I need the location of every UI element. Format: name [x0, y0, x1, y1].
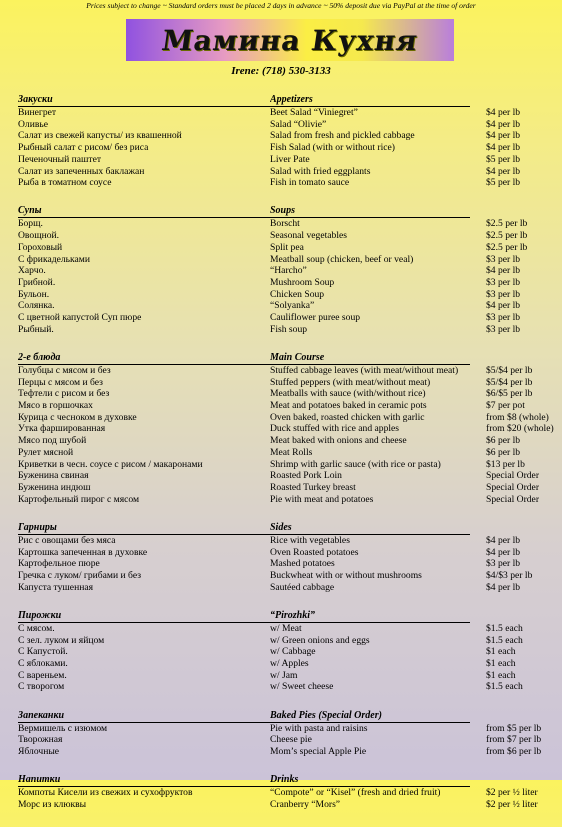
item-name-ru: Грибной.	[18, 276, 56, 288]
item-price: Special Order	[486, 470, 540, 482]
item-name-ru: Рыба в томатном соусе	[18, 177, 112, 189]
item-price: $3 per lb	[486, 558, 521, 570]
item-name-ru: Оливье	[18, 118, 49, 130]
item-name-ru: Перцы с мясом и без	[18, 376, 103, 388]
item-price: $2.5 per lb	[486, 230, 528, 242]
item-price: $5 per lb	[486, 153, 521, 165]
item-name-en: “Solyanka”	[270, 300, 315, 312]
item-name-ru: Картофельный пирог с мясом	[18, 493, 140, 505]
item-name-en: w/ Sweet cheese	[270, 681, 334, 693]
menu-item	[18, 365, 558, 377]
item-name-ru: Гречка с луком/ грибами и без	[18, 570, 141, 581]
item-price: $2 per ½ liter	[486, 798, 538, 810]
item-name-en: Salad with fried eggplants	[270, 165, 371, 177]
section-header	[18, 710, 558, 722]
item-price: $4 per lb	[486, 107, 521, 118]
section-header	[18, 352, 558, 364]
item-name-en: Fish soup	[270, 323, 308, 335]
item-name-en: Split pea	[270, 241, 304, 253]
item-name-en: Stuffed cabbage leaves (with meat/without meat)	[270, 364, 459, 376]
menu-item	[18, 166, 558, 178]
item-name-ru: Бульон.	[18, 288, 50, 300]
section-title-ru: 2-е блюда	[18, 351, 61, 363]
item-name-en: Fish Salad (with or without rice)	[270, 142, 395, 154]
item-name-ru: Утка фаршированная	[18, 423, 106, 435]
item-price: $1 each	[486, 646, 516, 658]
item-price: $3 per lb	[486, 276, 521, 288]
section-title-ru: Супы	[18, 205, 42, 217]
menu-item	[18, 265, 558, 277]
menu-item	[18, 435, 558, 447]
item-name-en: Cranberry “Mors”	[270, 798, 341, 810]
item-price: $4 per lb	[486, 265, 521, 277]
item-name-ru: С фрикадельками	[18, 253, 90, 265]
item-price: $1 each	[486, 658, 516, 670]
item-name-en: Roasted Turkey breast	[270, 481, 356, 493]
menu-item	[18, 242, 558, 254]
item-name-ru: Криветки в чесн. соусе с рисом / макаронами	[18, 458, 203, 470]
menu-item	[18, 787, 558, 799]
item-name-en: Seasonal vegetables	[270, 230, 347, 242]
item-name-ru: Яблочные	[18, 746, 60, 758]
item-price: $4 per lb	[486, 142, 521, 154]
section-header	[18, 774, 558, 786]
menu-item	[18, 670, 558, 682]
item-name-ru: Вермишель с изюмом	[18, 722, 108, 734]
menu-item	[18, 388, 558, 400]
item-price: $6 per lb	[486, 435, 521, 447]
menu-section	[18, 352, 558, 505]
item-name-ru: Рулет мясной	[18, 446, 74, 458]
item-name-ru: С вареньем.	[18, 669, 67, 681]
item-price: $4 per lb	[486, 300, 521, 312]
item-price: $7 per pot	[486, 400, 525, 412]
item-name-en: Meat Rolls	[270, 446, 313, 458]
item-name-en: Meat and potatoes baked in ceramic pots	[270, 400, 427, 412]
item-name-en: w/ Apples	[270, 658, 309, 670]
menu-item	[18, 119, 558, 131]
section-title-ru: Запеканки	[18, 709, 65, 721]
menu-item	[18, 799, 558, 811]
menu-item	[18, 377, 558, 389]
item-name-ru: Рыбный салат с рисом/ без риса	[18, 142, 149, 154]
item-name-ru: Капуста тушенная	[18, 581, 94, 593]
menu-item	[18, 459, 558, 471]
item-price: from $5 per lb	[486, 722, 542, 734]
item-name-ru: С яблоками.	[18, 658, 68, 670]
item-name-en: Pie with pasta and raisins	[270, 722, 368, 734]
item-price: $4 per lb	[486, 534, 521, 546]
item-price: $1 each	[486, 669, 516, 681]
menu-item	[18, 447, 558, 459]
item-name-en: Meatball soup (chicken, beef or veal)	[270, 253, 414, 265]
item-name-ru: Тефтели с рисом и без	[18, 388, 110, 400]
logo-title: Мамина Кухня	[159, 23, 421, 57]
menu-item	[18, 470, 558, 482]
menu-item	[18, 723, 558, 735]
section-header	[18, 94, 558, 106]
menu-item	[18, 746, 558, 758]
menu-section	[18, 610, 558, 693]
section-title-ru: Пирожки	[18, 609, 62, 621]
item-name-en: Pie with meat and potatoes	[270, 493, 374, 505]
item-price: $2.5 per lb	[486, 241, 528, 253]
item-name-en: Sautéed cabbage	[270, 581, 335, 593]
item-name-ru: Голубцы с мясом и без	[18, 364, 111, 376]
item-name-ru: Рыбный.	[18, 323, 54, 335]
menu-list	[18, 94, 558, 827]
item-price: $6/$5 per lb	[486, 388, 533, 400]
item-price: $2 per ½ liter	[486, 787, 538, 799]
menu-item	[18, 218, 558, 230]
menu-item	[18, 547, 558, 559]
item-price: $6 per lb	[486, 446, 521, 458]
item-price: Special Order	[486, 493, 540, 505]
item-name-en: Oven baked, roasted chicken with garlic	[270, 411, 425, 423]
item-price: $5/$4 per lb	[486, 376, 533, 388]
item-name-en: Liver Pate	[270, 153, 310, 165]
item-name-en: Shrimp with garlic sauce (with rice or pasta)	[270, 458, 441, 470]
item-name-en: Salad “Olivie”	[270, 118, 327, 130]
item-name-en: Stuffed peppers (with meat/without meat)	[270, 376, 431, 388]
menu-item	[18, 582, 558, 594]
item-price: from $8 (whole)	[486, 411, 549, 423]
item-name-en: w/ Jam	[270, 669, 298, 681]
menu-item	[18, 635, 558, 647]
section-title-ru: Напитки	[18, 774, 61, 786]
item-name-en: Chicken Soup	[270, 288, 325, 300]
item-name-en: Fish in tomato sauce	[270, 177, 350, 189]
item-name-en: Borscht	[270, 218, 300, 230]
item-price: $13 per lb	[486, 458, 525, 470]
item-name-en: w/ Cabbage	[270, 646, 316, 658]
item-name-ru: Овощной.	[18, 230, 60, 242]
menu-item	[18, 482, 558, 494]
item-name-ru: Салат из запеченных баклажан	[18, 165, 145, 177]
item-name-ru: Солянка.	[18, 300, 55, 312]
item-price: $4 per lb	[486, 130, 521, 142]
item-name-ru: Гороховый	[18, 241, 63, 253]
item-name-ru: С цветной капустой Суп пюре	[18, 312, 142, 324]
menu-item	[18, 400, 558, 412]
menu-item	[18, 570, 558, 582]
item-name-en: Duck stuffed with rice and apples	[270, 423, 400, 435]
menu-item	[18, 177, 558, 189]
menu-item	[18, 535, 558, 547]
menu-item	[18, 142, 558, 154]
menu-item	[18, 324, 558, 336]
section-title-en: Sides	[270, 521, 292, 533]
section-title-ru: Закуски	[18, 94, 53, 105]
section-title-en: “Pirozhki”	[270, 609, 316, 621]
menu-item	[18, 254, 558, 266]
item-price: $3 per lb	[486, 253, 521, 265]
section-title-en: Appetizers	[270, 94, 313, 105]
menu-item	[18, 130, 558, 142]
item-name-ru: Морс из клюквы	[18, 798, 87, 810]
item-name-en: w/ Meat	[270, 622, 302, 634]
menu-section	[18, 710, 558, 758]
item-name-en: Rice with vegetables	[270, 534, 350, 546]
menu-item	[18, 300, 558, 312]
item-name-en: Salad from fresh and pickled cabbage	[270, 130, 415, 142]
section-header	[18, 205, 558, 217]
menu-item	[18, 558, 558, 570]
item-name-ru: Мясо под шубой	[18, 435, 87, 447]
item-price: $1.5 each	[486, 681, 523, 693]
item-name-ru: Курица с чесноком в духовке	[18, 411, 137, 423]
phone-contact: Irene: (718) 530-3133	[231, 65, 331, 77]
item-name-en: Cheese pie	[270, 734, 312, 746]
menu-item	[18, 289, 558, 301]
menu-item	[18, 277, 558, 289]
item-price: Special Order	[486, 481, 540, 493]
logo-banner	[126, 19, 454, 61]
section-title-en: Baked Pies (Special Order)	[270, 709, 382, 721]
item-price: $4 per lb	[486, 581, 521, 593]
item-name-ru: Печеночный паштет	[18, 153, 102, 165]
item-name-ru: Буженина свиная	[18, 470, 89, 482]
item-price: from $6 per lb	[486, 746, 542, 758]
menu-item	[18, 494, 558, 506]
item-name-en: “Harcho”	[270, 265, 307, 277]
menu-item	[18, 230, 558, 242]
item-name-en: Mushroom Soup	[270, 276, 335, 288]
item-price: from $7 per lb	[486, 734, 542, 746]
item-name-en: Mashed potatoes	[270, 558, 335, 570]
item-price: $5 per lb	[486, 177, 521, 189]
item-name-ru: Салат из свежей капусты/ из квашенной	[18, 130, 182, 142]
menu-item	[18, 646, 558, 658]
item-name-en: w/ Green onions and eggs	[270, 634, 370, 646]
item-name-ru: Компоты Кисели из свежих и сухофруктов	[18, 787, 193, 799]
item-price: $1.5 each	[486, 634, 523, 646]
item-name-ru: Харчо.	[18, 265, 46, 277]
menu-item	[18, 312, 558, 324]
item-name-en: Meat baked with onions and cheese	[270, 435, 407, 447]
item-name-en: Mom’s special Apple Pie	[270, 746, 367, 758]
item-price: $3 per lb	[486, 288, 521, 300]
menu-item	[18, 681, 558, 693]
item-name-en: Cauliflower puree soup	[270, 312, 361, 324]
item-price: $4 per lb	[486, 165, 521, 177]
order-notice: Prices subject to change ~ Standard orders must be placed 2 days in advance ~ 50% deposit due via PayPal at the time of order	[86, 1, 476, 10]
section-title-en: Soups	[270, 205, 296, 217]
item-name-en: Beet Salad “Viniegret”	[270, 107, 358, 118]
item-price: $2.5 per lb	[486, 218, 528, 230]
section-title-en: Drinks	[270, 774, 299, 786]
menu-section	[18, 522, 558, 594]
item-price: $3 per lb	[486, 312, 521, 324]
menu-item	[18, 734, 558, 746]
item-name-ru: Винегрет	[18, 107, 57, 118]
item-price: $4/$3 per lb	[486, 570, 533, 581]
section-title-en: Main Course	[270, 351, 325, 363]
item-price: $3 per lb	[486, 323, 521, 335]
menu-section	[18, 94, 558, 189]
item-name-ru: Борщ.	[18, 218, 43, 230]
item-name-ru: Картошка запеченная в духовке	[18, 546, 148, 558]
item-name-ru: Творожная	[18, 734, 63, 746]
item-price: $1.5 each	[486, 622, 523, 634]
item-name-en: Meatballs with sauce (with/without rice)	[270, 388, 426, 400]
section-header	[18, 610, 558, 622]
item-name-ru: С мясом.	[18, 622, 55, 634]
menu-item	[18, 412, 558, 424]
section-header	[18, 522, 558, 534]
item-price: $4 per lb	[486, 118, 521, 130]
item-price: $5/$4 per lb	[486, 364, 533, 376]
item-name-en: “Compote” or “Kisel” (fresh and dried fruit)	[270, 787, 441, 799]
menu-item	[18, 423, 558, 435]
item-price: from $20 (whole)	[486, 423, 554, 435]
menu-section	[18, 205, 558, 335]
item-name-ru: Мясо в горшочках	[18, 400, 93, 412]
menu-item	[18, 107, 558, 119]
item-name-ru: Рис с овощами без мяса	[18, 534, 116, 546]
item-name-ru: Картофельное пюре	[18, 558, 100, 570]
item-name-en: Oven Roasted potatoes	[270, 546, 359, 558]
item-name-en: Buckwheat with or without mushrooms	[270, 570, 422, 581]
section-title-ru: Гарниры	[18, 521, 57, 533]
menu-item	[18, 623, 558, 635]
item-price: $4 per lb	[486, 546, 521, 558]
menu-item	[18, 154, 558, 166]
item-name-ru: С зел. луком и яйцом	[18, 634, 105, 646]
item-name-ru: С творогом	[18, 681, 65, 693]
item-name-ru: С Капустой.	[18, 646, 68, 658]
item-name-ru: Буженина индюш	[18, 481, 91, 493]
item-name-en: Roasted Pork Loin	[270, 470, 342, 482]
menu-item	[18, 658, 558, 670]
